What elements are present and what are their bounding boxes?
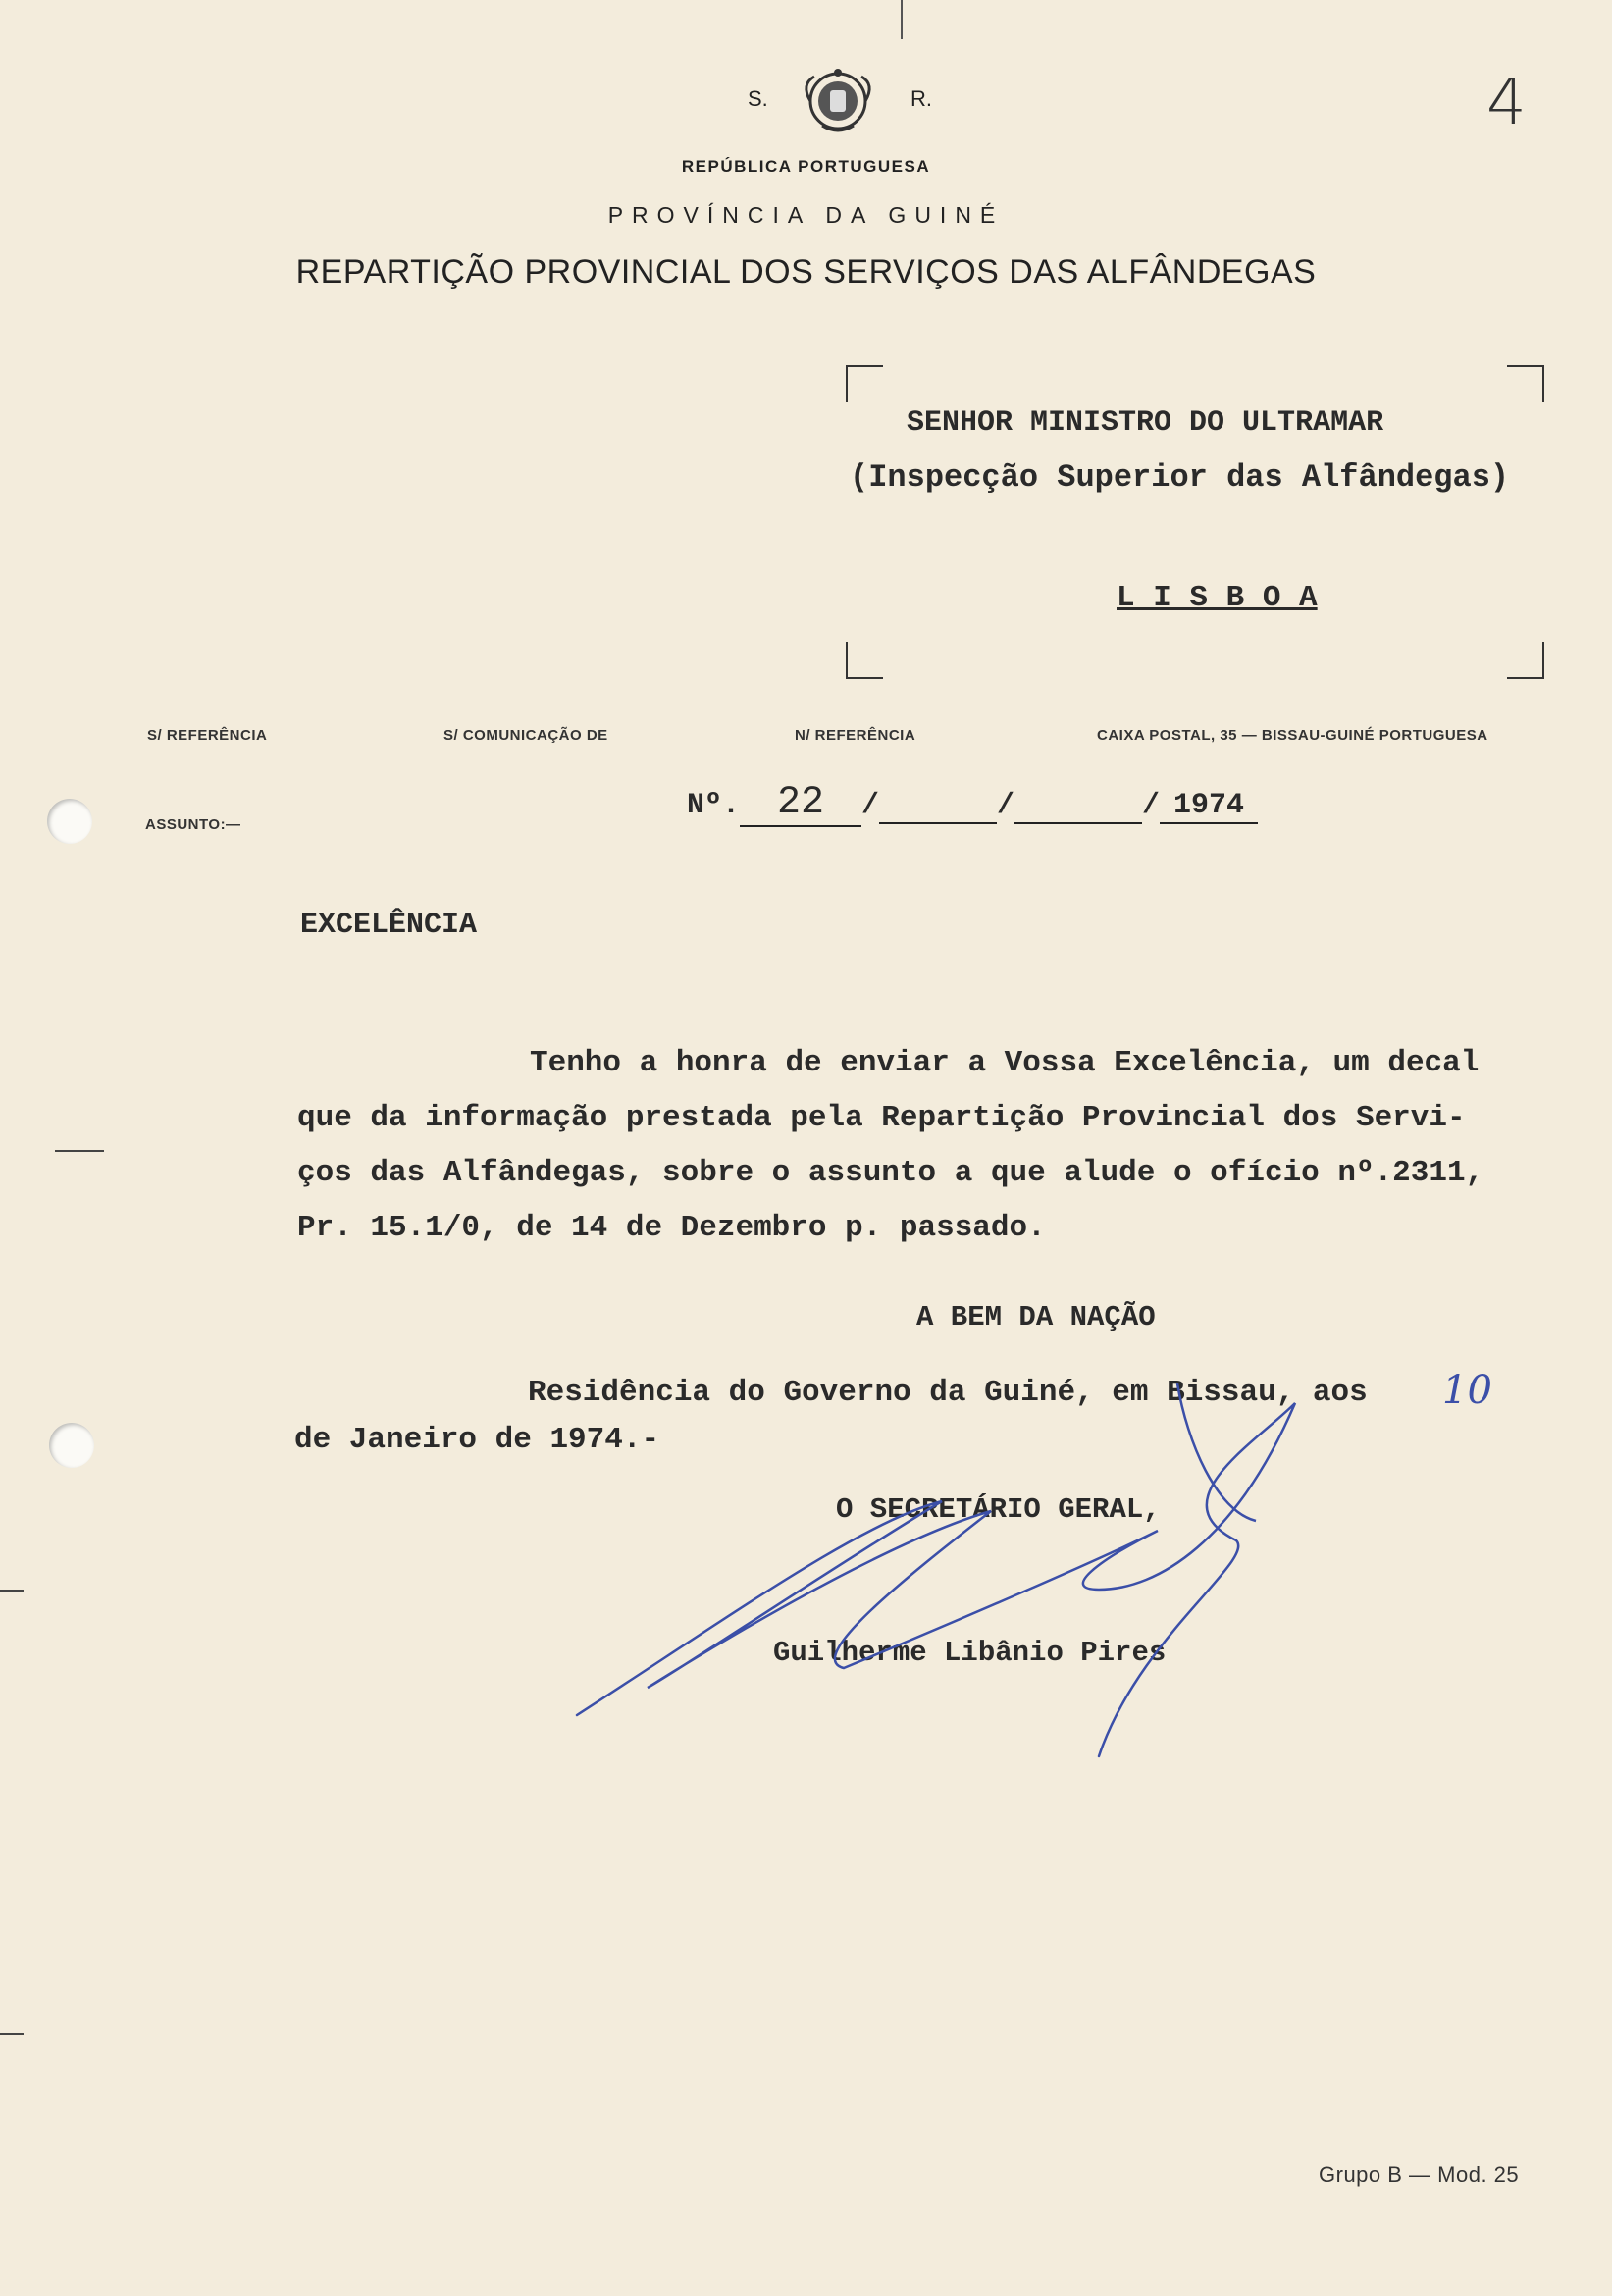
motto: A BEM DA NAÇÃO <box>916 1301 1156 1333</box>
handwritten-signature <box>549 1364 1334 1766</box>
handwritten-day: 10 <box>1442 1368 1492 1413</box>
place-date-line-1: Residência do Governo da Guiné, em Bissau, aos <box>528 1376 1368 1410</box>
address-corner-bl <box>846 642 883 679</box>
separator-3: / <box>1142 789 1161 822</box>
s-comunicacao-label: S/ COMUNICAÇÃO DE <box>443 727 608 744</box>
signatory-title: O SECRETÁRIO GERAL, <box>836 1493 1161 1526</box>
fold-mark <box>901 0 903 39</box>
place-date-line-2: de Janeiro de 1974.- <box>294 1423 660 1457</box>
caixa-postal-label: CAIXA POSTAL, 35 — BISSAU-GUINÉ PORTUGUESA <box>1097 727 1488 744</box>
n-referencia-label: N/ REFERÊNCIA <box>795 727 916 744</box>
province-heading: PROVÍNCIA DA GUINÉ <box>607 202 1005 228</box>
reference-number <box>687 781 1258 827</box>
margin-mark-1 <box>55 1150 104 1152</box>
address-corner-tl <box>846 365 883 402</box>
punch-hole-bottom <box>49 1423 94 1468</box>
punch-hole-top <box>47 799 92 844</box>
signatory-name: Guilherme Libânio Pires <box>773 1637 1167 1669</box>
number-prefix: Nº. <box>687 789 741 822</box>
blank-day <box>879 789 997 824</box>
paragraph-line-3: ços das Alfândegas, sobre o assunto a que alude o ofício nº.2311, <box>297 1156 1484 1190</box>
addressee-line-2: (Inspecção Superior das Alfândegas) <box>850 459 1510 496</box>
department-heading: REPARTIÇÃO PROVINCIAL DOS SERVIÇOS DAS ALFÂNDEGAS <box>295 253 1317 290</box>
s-referencia-label: S/ REFERÊNCIA <box>147 727 268 744</box>
address-corner-br <box>1507 642 1544 679</box>
paragraph-line-2: que da informação prestada pela Repartição Provincial dos Servi- <box>297 1101 1466 1135</box>
margin-mark-2 <box>0 1590 24 1592</box>
paragraph-line-1: Tenho a honra de enviar a Vossa Excelência, um decal <box>530 1046 1480 1080</box>
year-value: 1974 <box>1160 789 1258 824</box>
addressee-city: L I S B O A <box>1117 581 1318 615</box>
left-mark: S. <box>748 86 768 111</box>
form-code: Grupo B — Mod. 25 <box>1319 2163 1520 2187</box>
address-corner-tr <box>1507 365 1544 402</box>
blank-month <box>1014 789 1142 824</box>
right-mark: R. <box>910 86 932 111</box>
paragraph-line-4: Pr. 15.1/0, de 14 de Dezembro p. passado. <box>297 1211 1046 1245</box>
republic-heading: REPÚBLICA PORTUGUESA <box>681 157 931 176</box>
margin-mark-3 <box>0 2033 24 2035</box>
separator-1: / <box>861 789 880 822</box>
addressee-line-1: SENHOR MINISTRO DO ULTRAMAR <box>907 406 1384 440</box>
assunto-label: ASSUNTO:— <box>145 816 241 833</box>
salutation: EXCELÊNCIA <box>300 909 478 942</box>
separator-2: / <box>997 789 1015 822</box>
number-value: 22 <box>740 781 861 827</box>
page-number: 4 <box>1486 67 1527 139</box>
coat-of-arms-icon <box>793 65 883 137</box>
